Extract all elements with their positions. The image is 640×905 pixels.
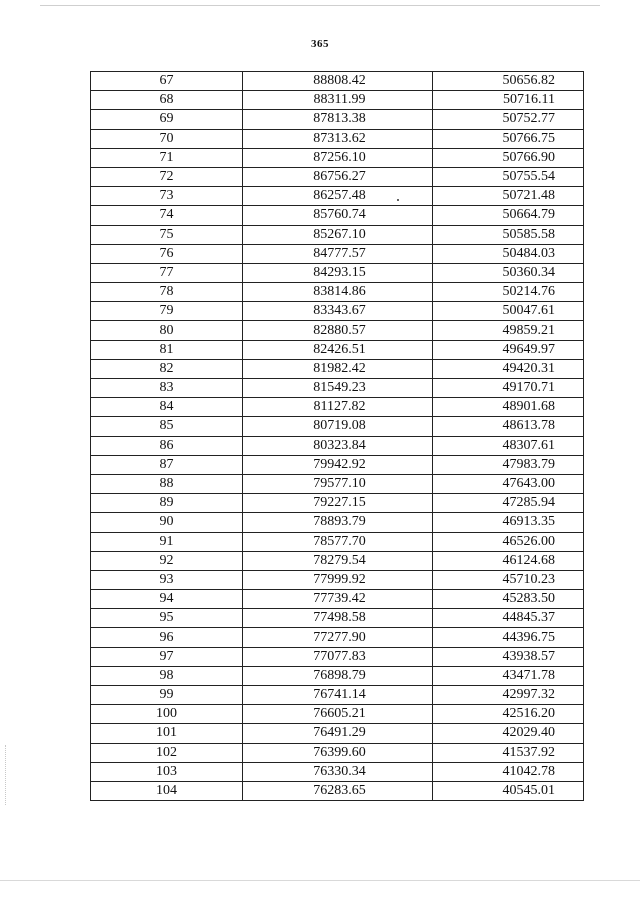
row-index-cell: 85 xyxy=(91,417,243,436)
value-2-cell: 50664.79 xyxy=(433,206,584,225)
table-row xyxy=(91,417,584,436)
value-2-cell: 50585.58 xyxy=(433,225,584,244)
value-1-cell: 85760.74 xyxy=(243,206,433,225)
value-1-cell: 84777.57 xyxy=(243,244,433,263)
row-index-cell: 73 xyxy=(91,187,243,206)
value-2-cell: 43938.57 xyxy=(433,647,584,666)
value-2-cell: 49649.97 xyxy=(433,340,584,359)
row-index-cell: 82 xyxy=(91,359,243,378)
value-1-cell: 76491.29 xyxy=(243,724,433,743)
value-1-cell: 88808.42 xyxy=(243,72,433,91)
table-row xyxy=(91,513,584,532)
table-row xyxy=(91,666,584,685)
row-index-cell: 86 xyxy=(91,436,243,455)
value-2-cell: 40545.01 xyxy=(433,781,584,800)
value-1-cell: 78279.54 xyxy=(243,551,433,570)
value-1-cell: 81549.23 xyxy=(243,379,433,398)
table-row xyxy=(91,532,584,551)
margin-mark xyxy=(5,745,6,805)
value-1-cell: 79227.15 xyxy=(243,494,433,513)
row-index-cell: 91 xyxy=(91,532,243,551)
value-2-cell: 44396.75 xyxy=(433,628,584,647)
value-2-cell: 50716.11 xyxy=(433,91,584,110)
table-row xyxy=(91,359,584,378)
table-row xyxy=(91,474,584,493)
row-index-cell: 89 xyxy=(91,494,243,513)
table-row xyxy=(91,398,584,417)
value-1-cell: 76741.14 xyxy=(243,686,433,705)
value-1-cell: 81982.42 xyxy=(243,359,433,378)
table-row xyxy=(91,590,584,609)
top-rule xyxy=(40,5,600,6)
row-index-cell: 104 xyxy=(91,781,243,800)
row-index-cell: 98 xyxy=(91,666,243,685)
table-row xyxy=(91,705,584,724)
value-1-cell: 87813.38 xyxy=(243,110,433,129)
row-index-cell: 69 xyxy=(91,110,243,129)
value-2-cell: 41537.92 xyxy=(433,743,584,762)
table-row xyxy=(91,148,584,167)
row-index-cell: 93 xyxy=(91,570,243,589)
table-row xyxy=(91,455,584,474)
value-2-cell: 50755.54 xyxy=(433,167,584,186)
value-2-cell: 46526.00 xyxy=(433,532,584,551)
value-2-cell: 50721.48 xyxy=(433,187,584,206)
value-2-cell: 48307.61 xyxy=(433,436,584,455)
value-1-cell: 77077.83 xyxy=(243,647,433,666)
value-2-cell: 50360.34 xyxy=(433,263,584,282)
value-2-cell: 50214.76 xyxy=(433,283,584,302)
table-row xyxy=(91,321,584,340)
data-table xyxy=(90,71,584,801)
value-1-cell: 77739.42 xyxy=(243,590,433,609)
table-row xyxy=(91,724,584,743)
value-1-cell: 79577.10 xyxy=(243,474,433,493)
value-1-cell: 83814.86 xyxy=(243,283,433,302)
value-1-cell: 78577.70 xyxy=(243,532,433,551)
row-index-cell: 67 xyxy=(91,72,243,91)
value-1-cell: 86257.48 xyxy=(243,187,433,206)
value-2-cell: 50752.77 xyxy=(433,110,584,129)
value-2-cell: 50656.82 xyxy=(433,72,584,91)
table-row xyxy=(91,379,584,398)
value-1-cell: 80323.84 xyxy=(243,436,433,455)
table-row xyxy=(91,551,584,570)
value-1-cell: 88311.99 xyxy=(243,91,433,110)
row-index-cell: 96 xyxy=(91,628,243,647)
value-1-cell: 76283.65 xyxy=(243,781,433,800)
value-2-cell: 49170.71 xyxy=(433,379,584,398)
value-2-cell: 50766.90 xyxy=(433,148,584,167)
row-index-cell: 76 xyxy=(91,244,243,263)
scan-speck xyxy=(397,199,399,201)
row-index-cell: 88 xyxy=(91,474,243,493)
row-index-cell: 77 xyxy=(91,263,243,282)
table-row xyxy=(91,743,584,762)
row-index-cell: 83 xyxy=(91,379,243,398)
table-row xyxy=(91,91,584,110)
table-row xyxy=(91,244,584,263)
value-1-cell: 76330.34 xyxy=(243,762,433,781)
value-1-cell: 76898.79 xyxy=(243,666,433,685)
table-row xyxy=(91,686,584,705)
row-index-cell: 74 xyxy=(91,206,243,225)
value-2-cell: 41042.78 xyxy=(433,762,584,781)
value-2-cell: 46124.68 xyxy=(433,551,584,570)
table-row xyxy=(91,72,584,91)
table-row xyxy=(91,570,584,589)
value-2-cell: 45283.50 xyxy=(433,590,584,609)
value-1-cell: 82426.51 xyxy=(243,340,433,359)
table-row xyxy=(91,340,584,359)
value-2-cell: 47285.94 xyxy=(433,494,584,513)
row-index-cell: 79 xyxy=(91,302,243,321)
value-1-cell: 80719.08 xyxy=(243,417,433,436)
row-index-cell: 75 xyxy=(91,225,243,244)
row-index-cell: 84 xyxy=(91,398,243,417)
row-index-cell: 99 xyxy=(91,686,243,705)
table-row xyxy=(91,110,584,129)
table-row xyxy=(91,609,584,628)
value-2-cell: 50047.61 xyxy=(433,302,584,321)
table-row xyxy=(91,436,584,455)
value-2-cell: 47983.79 xyxy=(433,455,584,474)
row-index-cell: 81 xyxy=(91,340,243,359)
value-2-cell: 42997.32 xyxy=(433,686,584,705)
row-index-cell: 80 xyxy=(91,321,243,340)
table-row xyxy=(91,263,584,282)
table-row xyxy=(91,129,584,148)
value-1-cell: 82880.57 xyxy=(243,321,433,340)
value-2-cell: 50484.03 xyxy=(433,244,584,263)
row-index-cell: 102 xyxy=(91,743,243,762)
value-1-cell: 76399.60 xyxy=(243,743,433,762)
row-index-cell: 95 xyxy=(91,609,243,628)
value-1-cell: 84293.15 xyxy=(243,263,433,282)
row-index-cell: 87 xyxy=(91,455,243,474)
table-row xyxy=(91,781,584,800)
row-index-cell: 92 xyxy=(91,551,243,570)
value-2-cell: 47643.00 xyxy=(433,474,584,493)
value-1-cell: 87313.62 xyxy=(243,129,433,148)
value-1-cell: 86756.27 xyxy=(243,167,433,186)
value-2-cell: 46913.35 xyxy=(433,513,584,532)
table-row xyxy=(91,283,584,302)
table-row xyxy=(91,187,584,206)
bottom-rule xyxy=(0,880,640,881)
value-2-cell: 49420.31 xyxy=(433,359,584,378)
value-2-cell: 49859.21 xyxy=(433,321,584,340)
table-row xyxy=(91,762,584,781)
table-body xyxy=(91,72,584,801)
value-1-cell: 77498.58 xyxy=(243,609,433,628)
value-2-cell: 48901.68 xyxy=(433,398,584,417)
table-row xyxy=(91,225,584,244)
value-1-cell: 76605.21 xyxy=(243,705,433,724)
row-index-cell: 68 xyxy=(91,91,243,110)
row-index-cell: 72 xyxy=(91,167,243,186)
row-index-cell: 103 xyxy=(91,762,243,781)
value-2-cell: 48613.78 xyxy=(433,417,584,436)
value-2-cell: 42516.20 xyxy=(433,705,584,724)
value-1-cell: 83343.67 xyxy=(243,302,433,321)
table-row xyxy=(91,647,584,666)
table-row xyxy=(91,628,584,647)
value-1-cell: 77277.90 xyxy=(243,628,433,647)
row-index-cell: 94 xyxy=(91,590,243,609)
page-number: 365 xyxy=(311,38,329,50)
row-index-cell: 100 xyxy=(91,705,243,724)
value-1-cell: 77999.92 xyxy=(243,570,433,589)
value-1-cell: 81127.82 xyxy=(243,398,433,417)
value-2-cell: 44845.37 xyxy=(433,609,584,628)
value-1-cell: 78893.79 xyxy=(243,513,433,532)
value-2-cell: 43471.78 xyxy=(433,666,584,685)
value-1-cell: 85267.10 xyxy=(243,225,433,244)
table-row xyxy=(91,167,584,186)
table-row xyxy=(91,302,584,321)
row-index-cell: 78 xyxy=(91,283,243,302)
table-row xyxy=(91,494,584,513)
value-1-cell: 79942.92 xyxy=(243,455,433,474)
row-index-cell: 97 xyxy=(91,647,243,666)
row-index-cell: 90 xyxy=(91,513,243,532)
value-2-cell: 45710.23 xyxy=(433,570,584,589)
row-index-cell: 70 xyxy=(91,129,243,148)
table-row xyxy=(91,206,584,225)
row-index-cell: 101 xyxy=(91,724,243,743)
value-2-cell: 42029.40 xyxy=(433,724,584,743)
row-index-cell: 71 xyxy=(91,148,243,167)
value-2-cell: 50766.75 xyxy=(433,129,584,148)
value-1-cell: 87256.10 xyxy=(243,148,433,167)
